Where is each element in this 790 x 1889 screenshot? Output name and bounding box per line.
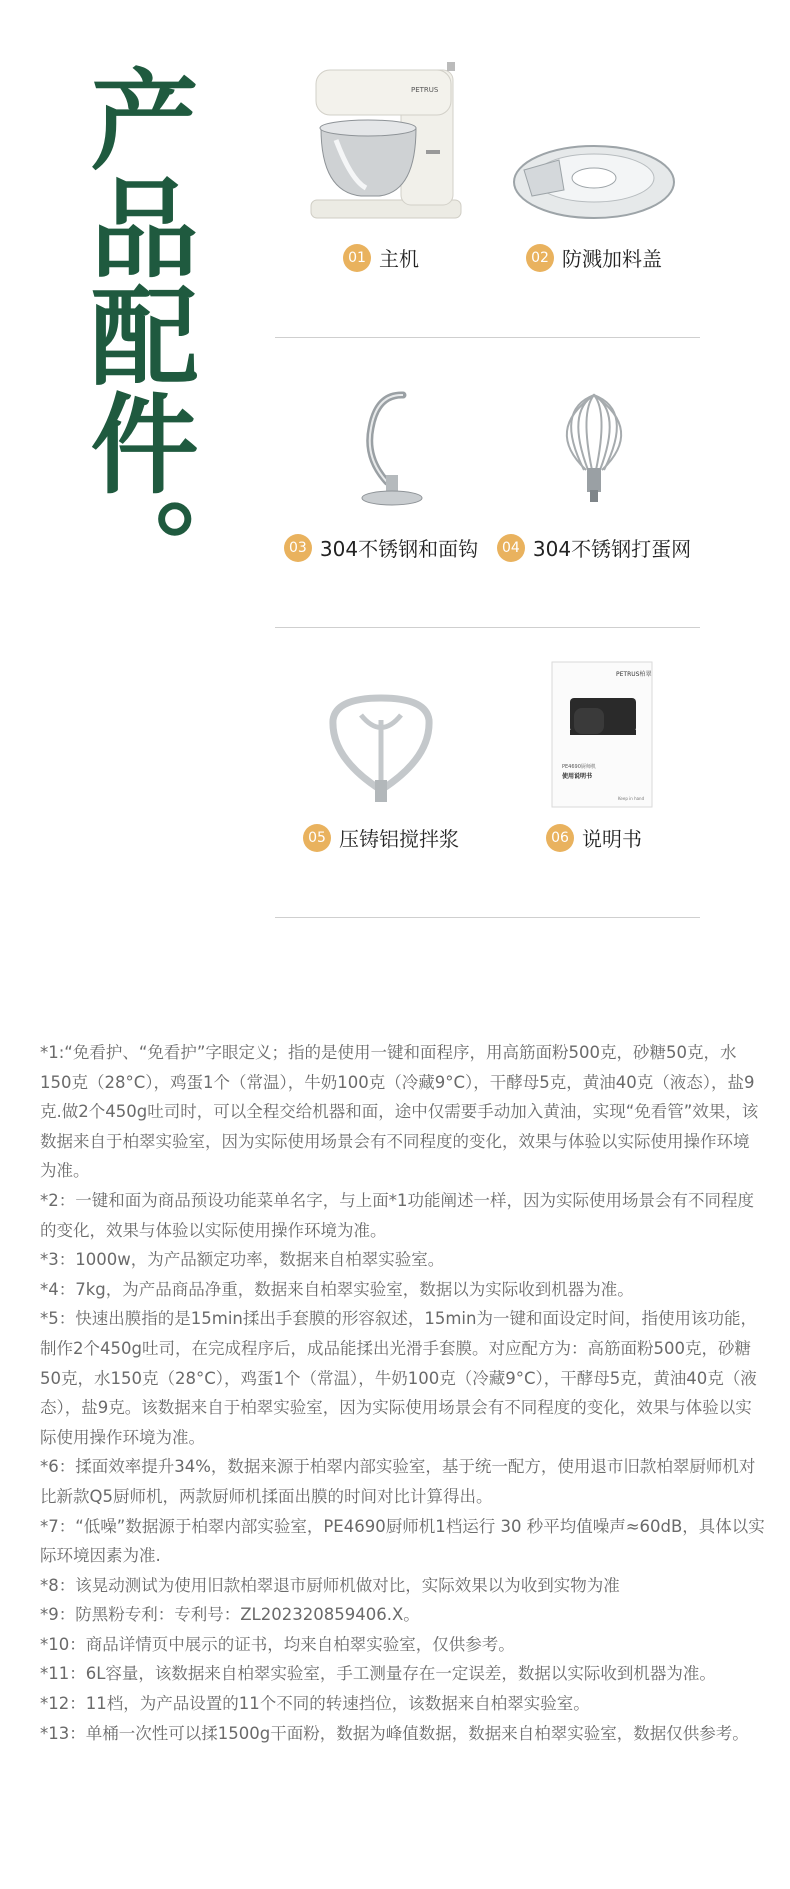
accessory-row <box>275 350 700 640</box>
accessory-name: 304不锈钢打蛋网 <box>532 537 692 561</box>
footnote: *8：该晃动测试为使用旧款柏翠退市厨师机做对比，实际效果以为收到实物为准 <box>40 1575 620 1595</box>
footnote: *9：防黑粉专利：专利号：ZL202320859406.X。 <box>40 1605 420 1625</box>
footnote: *4：7kg，为产品商品净重，数据来自柏翠实验室，数据以为实际收到机器为准。 <box>40 1279 634 1299</box>
manual-title: 使用说明书 <box>562 773 593 780</box>
footnote: *10：商品详情页中展示的证书，均来自柏翠实验室，仅供参考。 <box>40 1634 515 1654</box>
accessory-name: 主机 <box>379 247 419 271</box>
footnote: *2：一键和面为商品预设功能菜单名字，与上面*1功能阐述一样，因为实际使用场景会有不同程度的变化，效果与体验以实际使用操作环境为准。 <box>40 1190 754 1240</box>
accessories-grid <box>275 60 700 930</box>
accessory-number: 06 <box>546 824 574 852</box>
footnote: *1:“免看护、“免看护”字眼定义；指的是使用一键和面程序，用高筋面粉500克，砂糖50克，水150克（28°C），鸡蛋1个（常温），牛奶100克（冷藏9°C），干酵母5克，黄油40克（液态），盐9克.做2个450g吐司时，可以全程交给机器和面，途中仅需要手动加入黄油，实现“免看管”效果，该数据来自于柏翠实验室，因为实际使用场景会有不同程度的变化，效果与体验以实际使用操作环境为准。 <box>40 1043 759 1181</box>
accessory-number: 02 <box>526 244 554 272</box>
accessory-item-flat-beater <box>275 640 487 852</box>
accessory-item-main-unit <box>275 60 487 272</box>
accessory-label <box>497 533 691 562</box>
accessory-item-splash-lid <box>488 60 700 272</box>
footnote: *11：6L容量，该数据来自柏翠实验室，手工测量存在一定误差，数据以实际收到机器为准。 <box>40 1664 716 1684</box>
accessory-item-manual <box>488 640 700 852</box>
divider <box>275 627 700 628</box>
flat-beater-icon <box>291 640 471 815</box>
mixer-brand: PETRUS <box>411 86 439 94</box>
accessory-name: 压铸铝搅拌浆 <box>339 827 459 851</box>
manual-footnote: Keep in hand <box>618 796 645 801</box>
manual-model: PE4690厨师机 <box>562 764 596 770</box>
accessory-item-dough-hook <box>275 350 487 562</box>
manual-brand: PETRUS柏翠 <box>616 671 652 678</box>
accessory-item-whisk <box>488 350 700 562</box>
footnote: *6：揉面效率提升34%，数据来源于柏翠内部实验室，基于统一配方，使用退市旧款柏翠厨师机对比新款Q5厨师机，两款厨师机揉面出膜的时间对比计算得出。 <box>40 1457 756 1506</box>
splash-lid-icon <box>504 60 684 235</box>
footnotes <box>40 1038 765 1748</box>
footnote: *13：单桶一次性可以揉1500g干面粉，数据为峰值数据，数据来自柏翠实验室，数据仅供参考。 <box>40 1723 749 1743</box>
accessory-name: 说明书 <box>582 827 642 851</box>
accessory-name: 304不锈钢和面钩 <box>319 537 479 561</box>
accessory-number: 01 <box>343 244 371 272</box>
footnote: *7：“低噪”数据源于柏翠内部实验室，PE4690厨师机1档运行 30 秒平均值噪声≈60dB，具体以实际环境因素为准. <box>40 1516 765 1566</box>
accessory-label <box>526 243 662 272</box>
dough-hook-icon <box>291 350 471 525</box>
footnote: *3：1000w，为产品额定功率，数据来自柏翠实验室。 <box>40 1250 445 1270</box>
accessory-label <box>343 243 419 272</box>
accessory-name: 防溅加料盖 <box>562 247 662 271</box>
whisk-icon <box>504 350 684 525</box>
accessory-row <box>275 60 700 350</box>
page-title: 产品配件。 <box>72 64 197 604</box>
accessory-label <box>303 823 459 852</box>
divider <box>275 917 700 918</box>
accessory-number: 04 <box>497 534 525 562</box>
accessory-number: 03 <box>284 534 312 562</box>
accessory-row <box>275 640 700 930</box>
accessory-label <box>284 533 478 562</box>
footnote: *12：11档，为产品设置的11个不同的转速挡位，该数据来自柏翠实验室。 <box>40 1694 590 1714</box>
stand-mixer-icon <box>291 60 471 235</box>
divider <box>275 337 700 338</box>
manual-icon <box>504 640 684 815</box>
accessory-number: 05 <box>303 824 331 852</box>
footnote: *5：快速出膜指的是15min揉出手套膜的形容叙述，15min为一键和面设定时间，指使用该功能，制作2个450g吐司，在完成程序后，成品能揉出光滑手套膜。对应配方为：高筋面粉500克，砂糖50克，水150克（28°C），鸡蛋1个（常温），牛奶100克（冷藏9°C），干酵母5克，黄油40克（液态），盐9克。该数据来自于柏翠实验室，因为实际使用场景会有不同程度的变化，效果与体验以实际使用操作环境为准。 <box>40 1309 757 1447</box>
accessory-label <box>546 823 642 852</box>
